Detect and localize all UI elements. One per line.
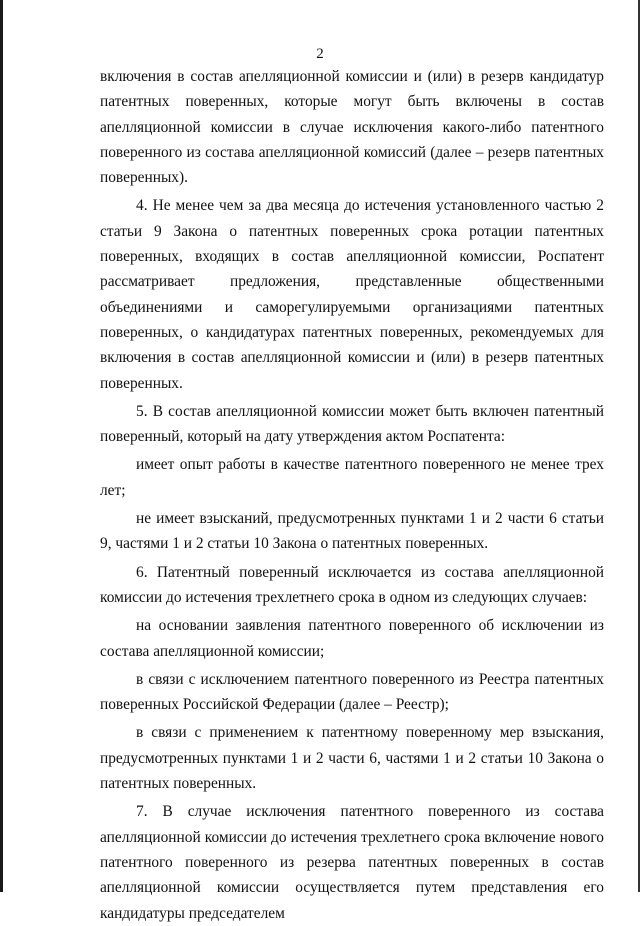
scan-edge-left <box>0 0 3 892</box>
paragraph-item-6-case-2: в связи с исключением патентного поверенного из Реестра патентных поверенных Российской Федерации (далее – Реестр); <box>100 670 604 714</box>
paragraph-item-6-case-1: на основании заявления патентного поверенного об исключении из состава апелляционной комиссии; <box>100 617 604 660</box>
page-number: 2 <box>316 46 324 62</box>
paragraph-item-4: 4. Не менее чем за два месяца до истечения установленного частью 2 статьи 9 Закона о патентных поверенных срока ротации патентных поверенных, входящих в состав апелляционной комиссии, Роспатент рассматривает предложения, представленные общественными объединениями и саморегулируемыми организациями патентных поверенных, о кандидатурах патентных поверенных, рекомендуемых для включения в состав апелляционной комиссии и (или) в резерв патентных поверенных. <box>100 197 604 392</box>
paragraph-continuation: включения в состав апелляционной комиссии и (или) в резерв кандидатур патентных поверенных, которые могут быть включены в состав апелляционной комиссии в случае исключения какого-либо патентного поверенного из состава апелляционной комиссий (далее – резерв патентных поверенных). <box>100 68 604 187</box>
paragraph-item-5: 5. В состав апелляционной комиссии может быть включен патентный поверенный, который на дату утверждения актом Роспатента: <box>100 402 604 446</box>
paragraph-item-5-condition-2: не имеет взысканий, предусмотренных пунктами 1 и 2 части 6 статьи 9, частями 1 и 2 статьи 10 Закона о патентных поверенных. <box>100 510 604 553</box>
paragraph-item-6-case-3: в связи с применением к патентному поверенному мер взыскания, предусмотренных пунктами 1 и 2 части 6, частями 1 и 2 статьи 10 Закона о патентных поверенных. <box>100 724 604 793</box>
paragraph-item-5-condition-1: имеет опыт работы в качестве патентного поверенного не менее трех лет; <box>100 456 604 499</box>
paragraph-item-6: 6. Патентный поверенный исключается из состава апелляционной комиссии до истечения трехлетнего срока в одном из следующих случаев: <box>100 563 604 606</box>
document-body <box>100 64 604 926</box>
paragraph-item-7: 7. В случае исключения патентного поверенного из состава апелляционной комиссии до истечения трехлетнего срока включение нового патентного поверенного из резерва патентных поверенных в состав апелляционной комиссии осуществляется путем представления его кандидатуры председателем <box>100 803 604 922</box>
